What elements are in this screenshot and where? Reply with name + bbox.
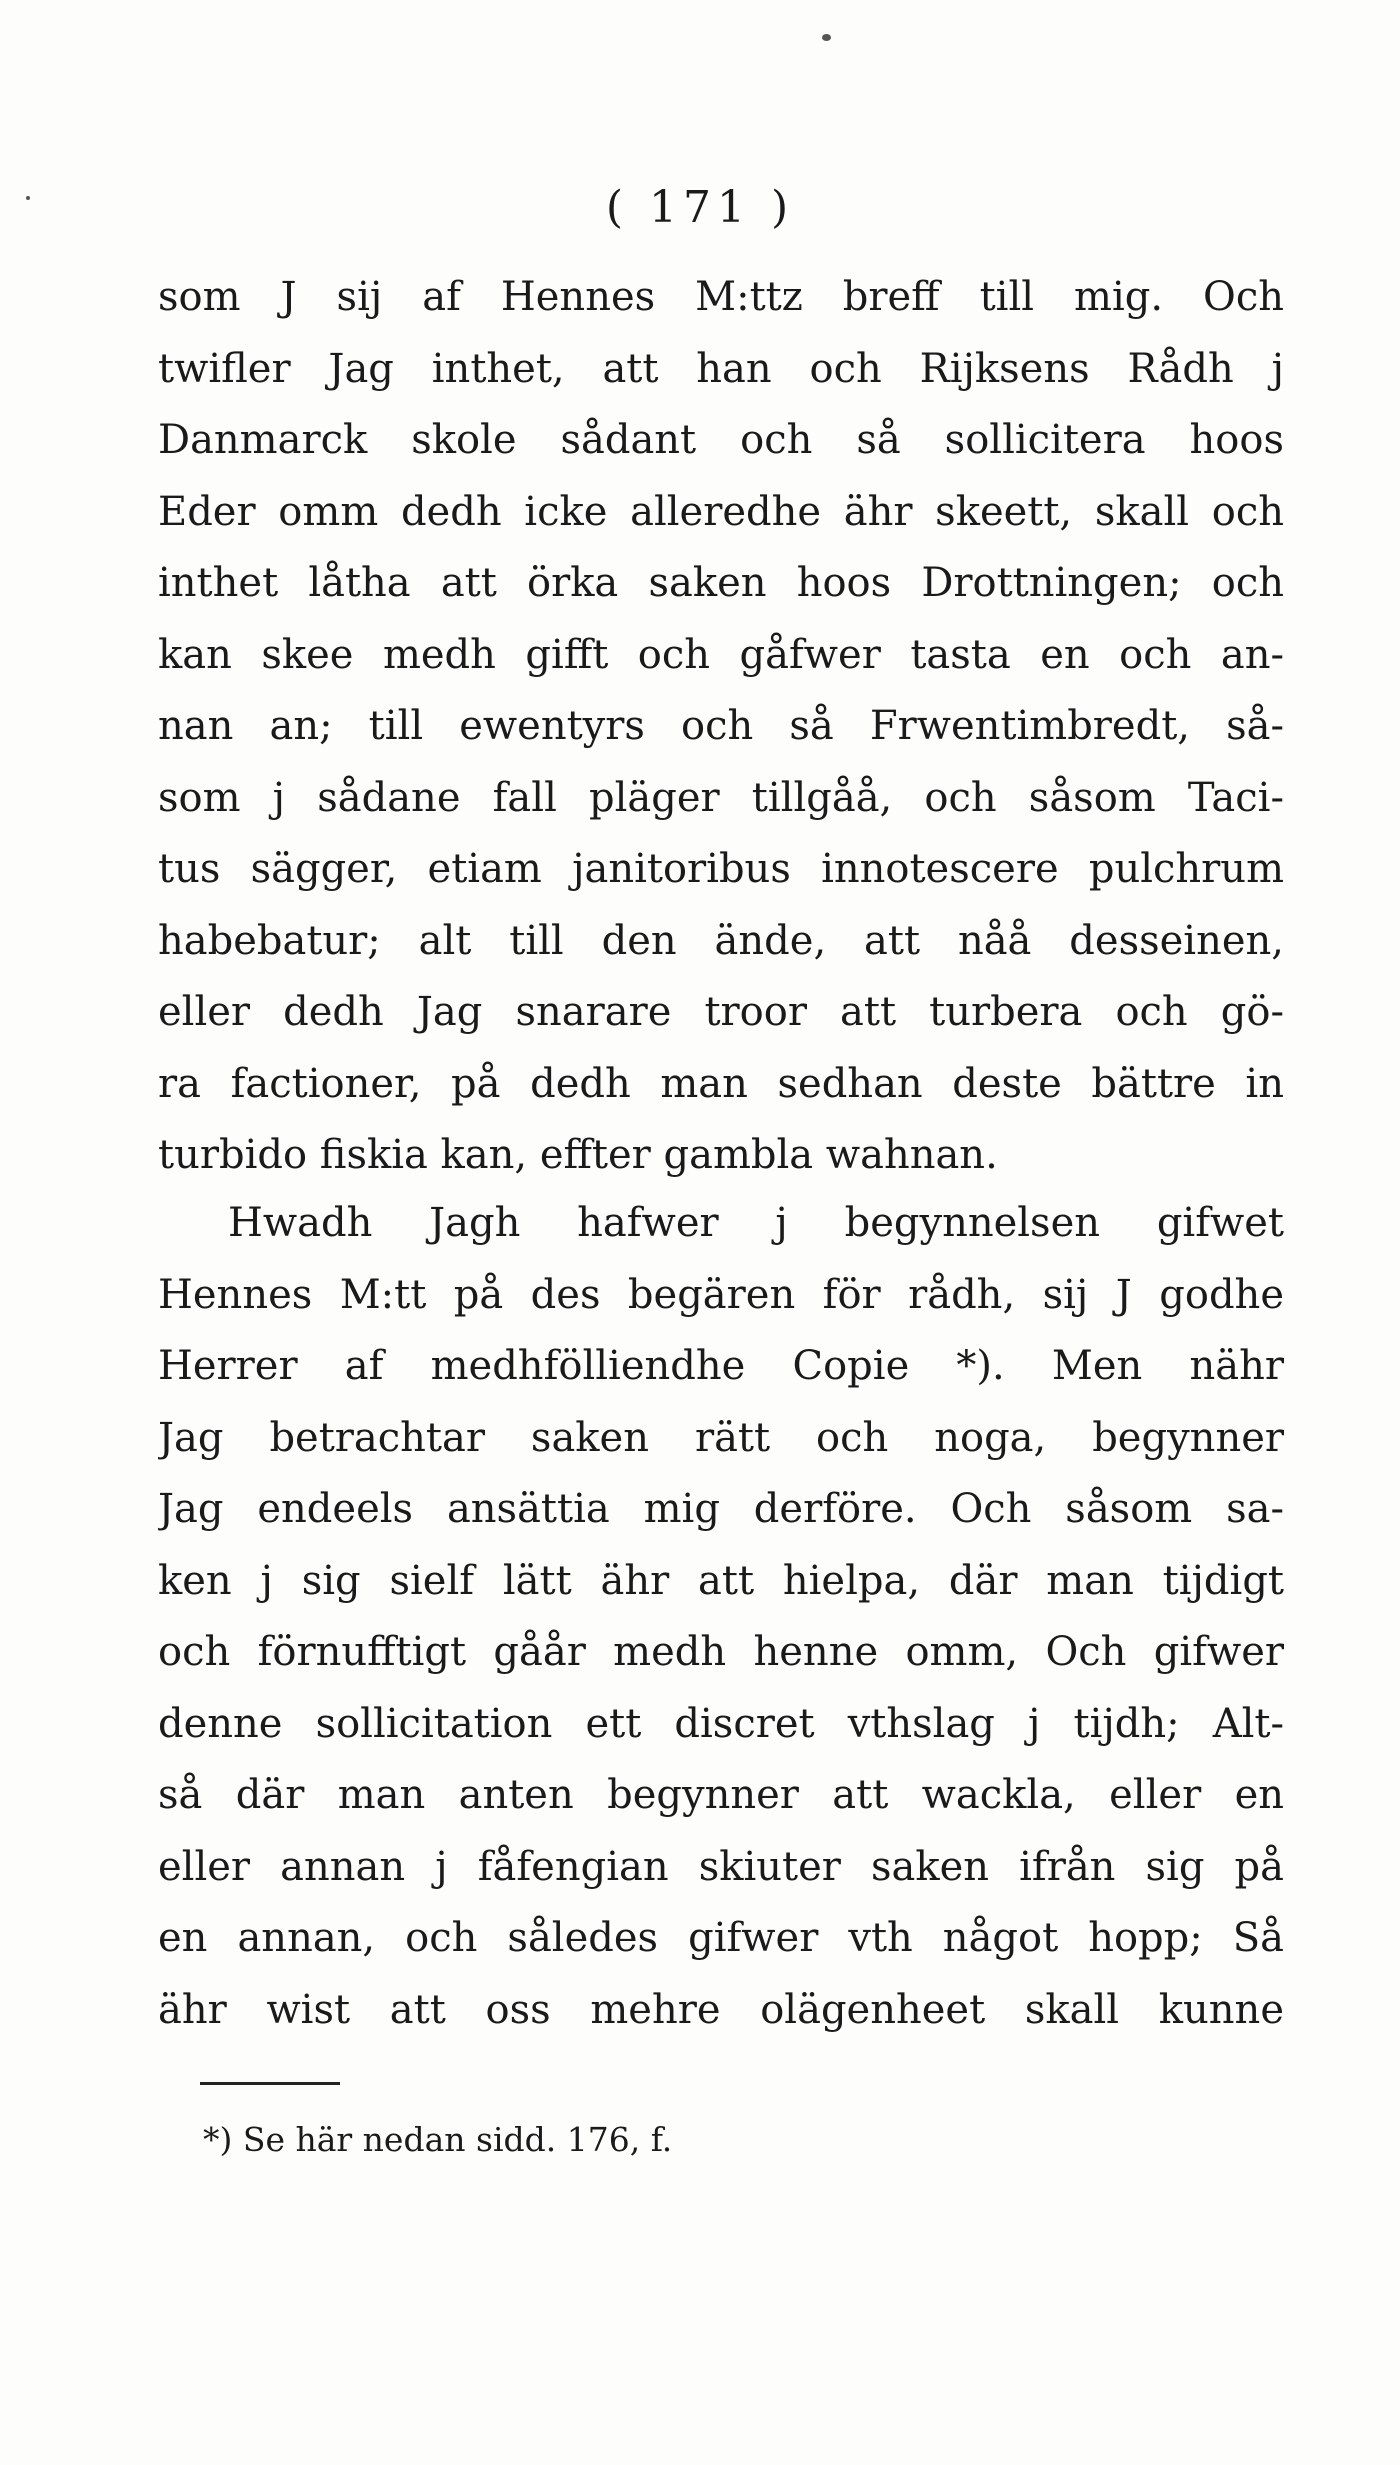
- text-line: så där man anten begynner att wackla, eller en: [158, 1772, 1284, 1818]
- text-line: ähr wist att oss mehre olägenheet skall kunne: [158, 1986, 1284, 2033]
- text-line: och förnufftigt gåår medh henne omm, Och gifwer: [158, 1629, 1284, 1675]
- text-line: Jag betrachtar saken rätt och noga, begynner: [158, 1414, 1284, 1461]
- text-line: Hwadh Jagh hafwer j begynnelsen gifwet: [228, 1200, 1284, 1246]
- text-line: Danmarck skole sådant och så sollicitera hoos: [158, 417, 1284, 463]
- text-line: denne sollicitation ett discret vthslag j tijdh; Alt-: [158, 1700, 1284, 1747]
- page-number: ( 171 ): [605, 182, 795, 233]
- text-line: ra factioner, på dedh man sedhan deste bättre in: [158, 1060, 1284, 1107]
- footnote-divider: [200, 2082, 340, 2085]
- text-line: som j sådane fall pläger tillgåå, och såsom Taci-: [158, 774, 1284, 821]
- text-line: Hennes M:tt på des begären för rådh, sij J godhe: [158, 1271, 1284, 1318]
- paragraph-2: [158, 1188, 1284, 2046]
- text-line: nan an; till ewentyrs och så Frwentimbredt, så-: [158, 703, 1284, 749]
- paragraph-1: [158, 262, 1284, 1192]
- text-line: Jag endeels ansättia mig derföre. Och såsom sa-: [158, 1486, 1284, 1532]
- text-line: turbido fiskia kan, effter gambla wahnan.: [158, 1132, 998, 1178]
- text-line: som J sij af Hennes M:ttz breff till mig. Och: [158, 274, 1284, 320]
- ink-speck: [822, 34, 831, 41]
- text-line: inthet låtha att örka saken hoos Drottningen; och: [158, 560, 1284, 606]
- text-line: tus sägger, etiam janitoribus innotescere pulchrum: [158, 846, 1284, 892]
- text-line: Herrer af medhfölliendhe Copie *). Men nähr: [158, 1343, 1284, 1389]
- text-line: habebatur; alt till den ände, att nåå desseinen,: [158, 917, 1284, 964]
- text-line: twifler Jag inthet, att han och Rijksens Rådh j: [158, 345, 1284, 392]
- text-line: eller dedh Jag snarare troor att turbera och gö-: [158, 989, 1284, 1035]
- text-line: Eder omm dedh icke alleredhe ähr skeett, skall och: [158, 488, 1284, 535]
- footnote: *) Se här nedan sidd. 176, f.: [203, 2120, 673, 2159]
- text-line: ken j sig sielf lätt ähr att hielpa, där man tijdigt: [158, 1557, 1284, 1604]
- text-line: kan skee medh gifft och gåfwer tasta en och an-: [158, 631, 1284, 678]
- text-line: en annan, och således gifwer vth något hopp; Så: [158, 1915, 1284, 1961]
- text-line: eller annan j fåfengian skiuter saken ifrån sig på: [158, 1843, 1284, 1890]
